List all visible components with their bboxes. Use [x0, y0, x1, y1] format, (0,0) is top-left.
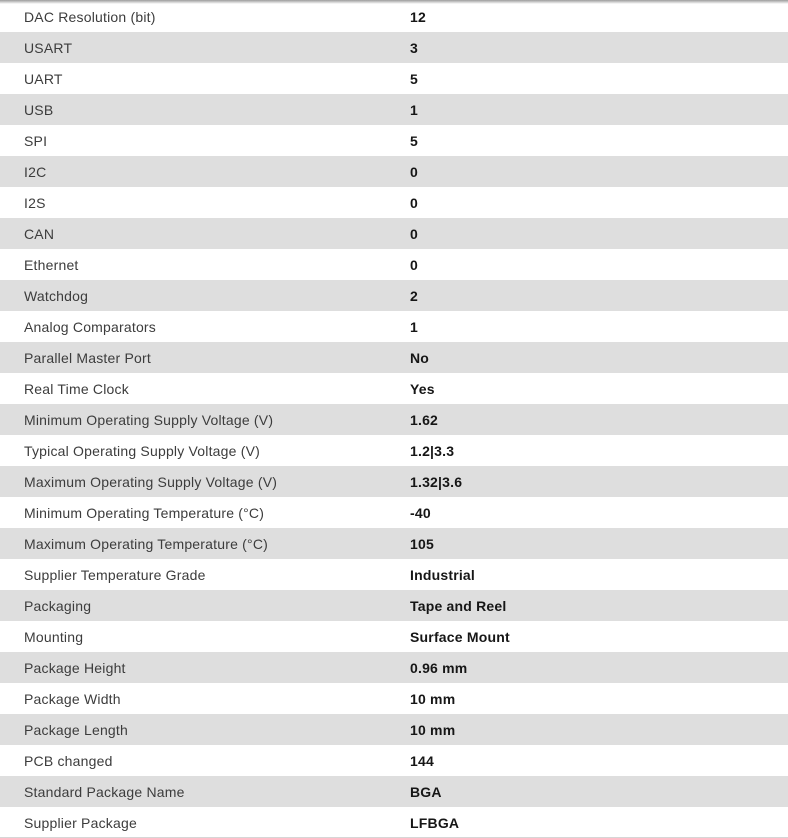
spec-row: [0, 125, 788, 156]
spec-row: [0, 280, 788, 311]
spec-row: [0, 621, 788, 652]
spec-row: [0, 559, 788, 590]
spec-row: [0, 187, 788, 218]
spec-row: [0, 218, 788, 249]
spec-attribute-value: 0: [410, 225, 418, 242]
spec-row: [0, 249, 788, 280]
spec-row: [0, 528, 788, 559]
spec-row: [0, 776, 788, 807]
spec-attribute-label: Mounting: [24, 628, 84, 645]
spec-attribute-label: Standard Package Name: [24, 783, 185, 800]
spec-attribute-label: Maximum Operating Supply Voltage (V): [24, 473, 278, 490]
spec-attribute-label: PCB changed: [24, 752, 113, 769]
spec-attribute-label: CAN: [24, 225, 55, 242]
spec-attribute-value: 2: [410, 287, 418, 304]
spec-attribute-value: Surface Mount: [410, 628, 510, 645]
spec-attribute-label: SPI: [24, 132, 48, 149]
spec-attribute-label: Packaging: [24, 597, 92, 614]
spec-attribute-value: Tape and Reel: [410, 597, 507, 614]
spec-attribute-label: Ethernet: [24, 256, 79, 273]
spec-row: [0, 94, 788, 125]
spec-attribute-value: 0: [410, 163, 418, 180]
spec-attribute-value: Industrial: [410, 566, 476, 583]
spec-attribute-value: No: [410, 349, 430, 366]
spec-attribute-label: DAC Resolution (bit): [24, 8, 156, 25]
spec-attribute-label: USB: [24, 101, 54, 118]
spec-row: [0, 1, 788, 32]
spec-attribute-label: Package Length: [24, 721, 128, 738]
spec-row: [0, 373, 788, 404]
spec-attribute-value: BGA: [410, 783, 442, 800]
spec-attribute-label: I2C: [24, 163, 47, 180]
spec-attribute-label: Supplier Temperature Grade: [24, 566, 206, 583]
spec-row: [0, 32, 788, 63]
spec-attribute-value: 10 mm: [410, 690, 456, 707]
spec-attribute-value: 1.62: [410, 411, 439, 428]
spec-row: [0, 807, 788, 838]
spec-attribute-label: Supplier Package: [24, 814, 137, 831]
spec-attribute-label: Real Time Clock: [24, 380, 129, 397]
spec-attribute-label: USART: [24, 39, 73, 56]
spec-row: [0, 466, 788, 497]
spec-attribute-value: 0: [410, 194, 418, 211]
spec-attribute-label: Minimum Operating Temperature (°C): [24, 504, 265, 521]
spec-row: [0, 63, 788, 94]
spec-attribute-value: 1: [410, 101, 418, 118]
spec-attribute-label: Typical Operating Supply Voltage (V): [24, 442, 260, 459]
spec-attribute-value: 10 mm: [410, 721, 456, 738]
spec-attribute-label: Parallel Master Port: [24, 349, 151, 366]
spec-attribute-value: -40: [410, 504, 431, 521]
spec-row: [0, 156, 788, 187]
spec-attribute-value: 144: [410, 752, 434, 769]
spec-row: [0, 497, 788, 528]
spec-attribute-value: Yes: [410, 380, 435, 397]
spec-row: [0, 311, 788, 342]
spec-attribute-value: 1: [410, 318, 418, 335]
spec-attribute-value: 105: [410, 535, 434, 552]
spec-attribute-label: Package Width: [24, 690, 121, 707]
spec-attribute-value: 1.2|3.3: [410, 442, 455, 459]
spec-attribute-value: 5: [410, 70, 418, 87]
spec-row: [0, 683, 788, 714]
spec-row: [0, 590, 788, 621]
spec-attribute-label: Analog Comparators: [24, 318, 156, 335]
spec-row: [0, 435, 788, 466]
spec-attribute-label: I2S: [24, 194, 46, 211]
spec-attribute-value: 1.32|3.6: [410, 473, 463, 490]
spec-attribute-value: 3: [410, 39, 418, 56]
spec-attribute-value: 0: [410, 256, 418, 273]
spec-row: [0, 714, 788, 745]
spec-attribute-value: 5: [410, 132, 418, 149]
spec-attribute-value: 12: [410, 8, 426, 25]
spec-attribute-label: Minimum Operating Supply Voltage (V): [24, 411, 274, 428]
spec-attribute-label: Maximum Operating Temperature (°C): [24, 535, 268, 552]
spec-attribute-label: Watchdog: [24, 287, 89, 304]
spec-row: [0, 745, 788, 776]
spec-row: [0, 652, 788, 683]
spec-attribute-value: LFBGA: [410, 814, 460, 831]
spec-attribute-label: UART: [24, 70, 63, 87]
spec-attribute-value: 0.96 mm: [410, 659, 468, 676]
spec-row: [0, 342, 788, 373]
spec-row: [0, 404, 788, 435]
spec-attribute-label: Package Height: [24, 659, 126, 676]
